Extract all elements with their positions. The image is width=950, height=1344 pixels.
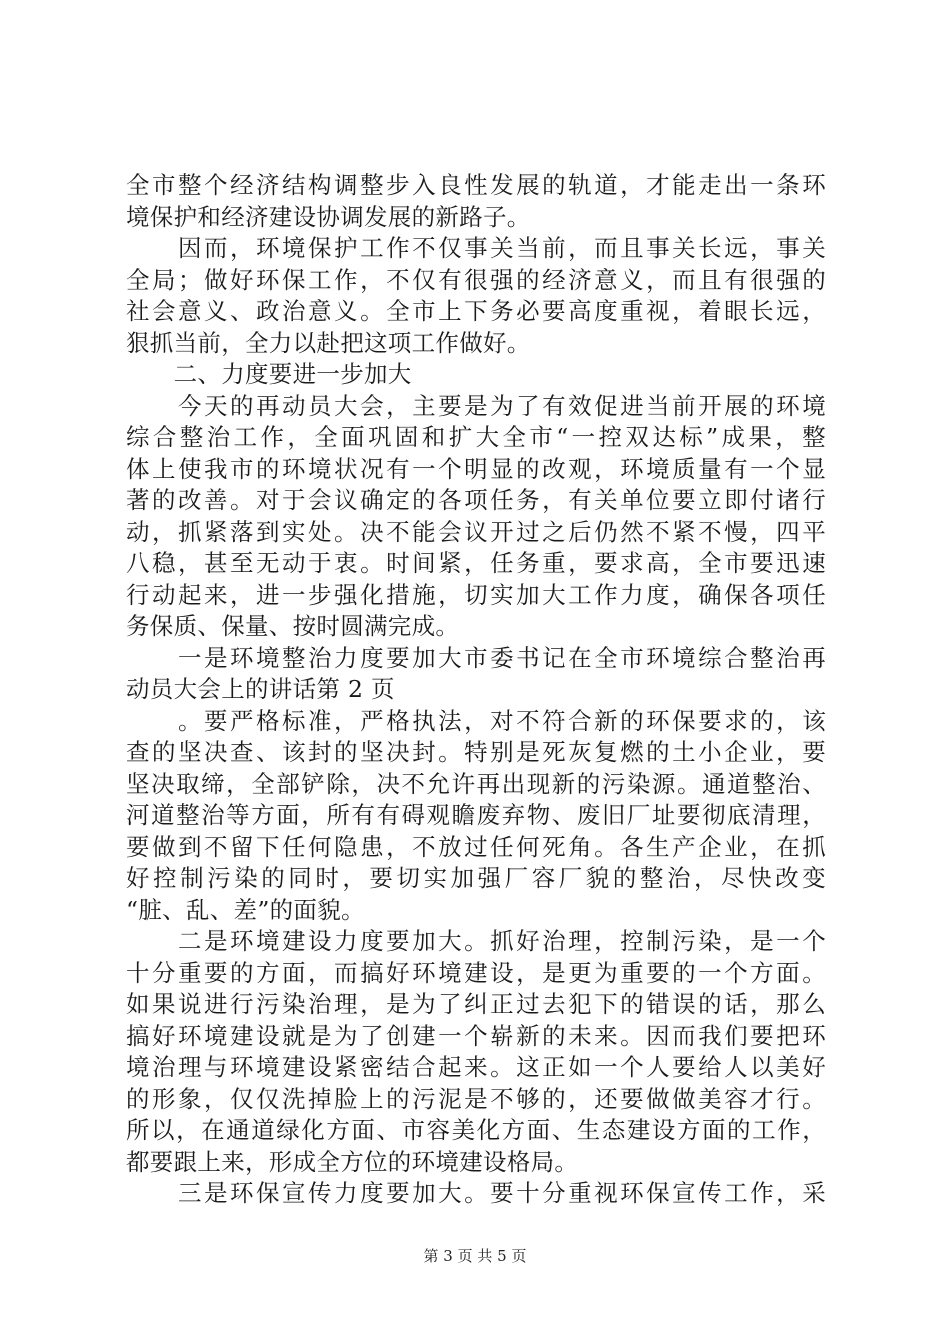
text-line: 体上使我市的环境状况有一个明显的改观，环境质量有一个显 [126,454,826,483]
text-line: 动，抓紧落到实处。决不能会议开过之后仍然不紧不慢，四平 [126,517,826,546]
text-line: 综合整治工作，全面巩固和扩大全市“一控双达标”成果，整 [126,423,826,451]
text-line: 。要严格标准，严格执法，对不符合新的环保要求的，该 [126,706,826,735]
text-line: 如果说进行污染治理，是为了纠正过去犯下的错误的话，那么 [126,990,826,1018]
text-line: 著的改善。对于会议确定的各项任务，有关单位要立即付诸行 [126,486,826,514]
text-line: 都要跟上来，形成全方位的环境建设格局。 [126,1147,579,1176]
text-line: 因而，环境保护工作不仅事关当前，而且事关长远，事关 [126,234,826,262]
text-line: 境治理与环境建设紧密结合起来。这正如一个人要给人以美好 [126,1053,826,1081]
text-line: 所以，在通道绿化方面、市容美化方面、生态建设方面的工作， [126,1116,826,1144]
text-line: 动员大会上的讲话第 2 页 [126,675,395,703]
text-line: 全市整个经济结构调整步入良性发展的轨道，才能走出一条环 [126,171,826,199]
text-line: 二是环境建设力度要加大。抓好治理，控制污染，是一个 [126,927,826,955]
text-line: 务保质、保量、按时圆满完成。 [126,612,460,640]
text-line: 境保护和经济建设协调发展的新路子。 [126,202,531,231]
text-line: 好控制污染的同时，要切实加强厂容厂貌的整治，尽快改变 [126,864,826,892]
text-line: 查的坚决查、该封的坚决封。特别是死灰复燃的土小企业，要 [126,738,826,766]
text-line: 社会意义、政治意义。全市上下务必要高度重视，着眼长远， [126,297,826,325]
text-line: “脏、乱、差”的面貌。 [126,895,365,924]
text-line: 今天的再动员大会，主要是为了有效促进当前开展的环境 [126,391,826,420]
text-line: 搞好环境建设就是为了创建一个崭新的未来。因而我们要把环 [126,1021,826,1050]
text-line: 坚决取缔，全部铲除，决不允许再出现新的污染源。通道整治、 [126,769,826,798]
text-line: 八稳，甚至无动于衷。时间紧，任务重，要求高，全市要迅速 [126,549,826,577]
document-body [126,170,826,1210]
text-line: 三是环保宣传力度要加大。要十分重视环保宣传工作，采 [126,1179,826,1207]
text-line: 十分重要的方面，而搞好环境建设，是更为重要的一个方面。 [126,958,826,987]
text-line: 二、力度要进一步加大 [126,360,412,388]
text-line: 河道整治等方面，所有有碍观瞻废弃物、废旧厂址要彻底清理， [126,801,826,829]
text-line: 的形象，仅仅洗掉脸上的污泥是不够的，还要做做美容才行。 [126,1084,826,1113]
text-line: 一是环境整治力度要加大市委书记在全市环境综合整治再 [126,643,826,672]
text-line: 行动起来，进一步强化措施，切实加大工作力度，确保各项任 [126,580,826,609]
text-line: 全局；做好环保工作，不仅有很强的经济意义，而且有很强的 [126,265,826,294]
text-line: 要做到不留下任何隐患，不放过任何死角。各生产企业，在抓 [126,832,826,861]
text-line: 狠抓当前，全力以赴把这项工作做好。 [126,328,531,357]
page-footer: 第 3 页 共 5 页 [423,1247,527,1265]
